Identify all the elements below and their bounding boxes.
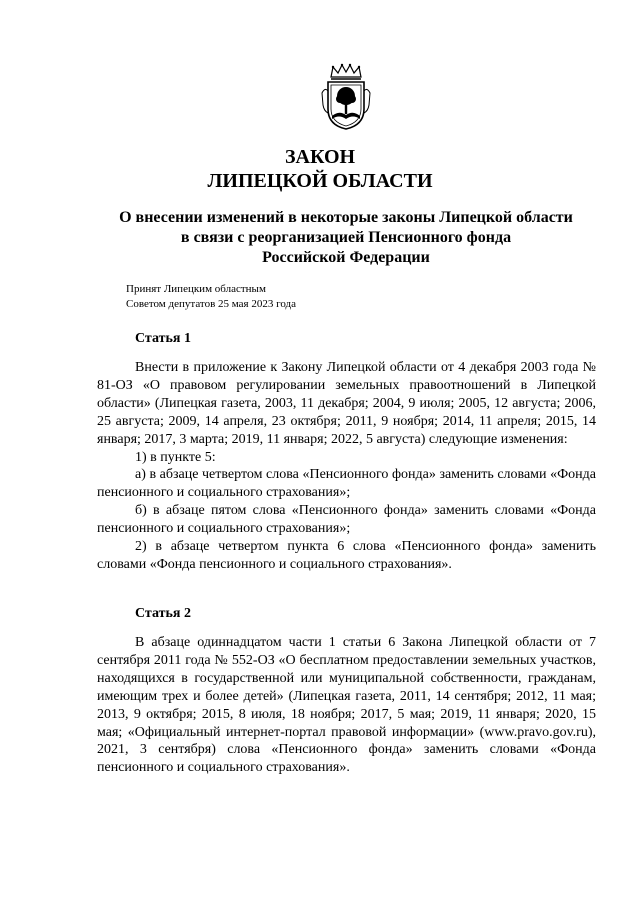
article-1-paragraph: 1) в пункте 5: — [135, 449, 216, 465]
lipetsk-oblast-coat-of-arms-icon — [319, 63, 373, 131]
adoption-note — [126, 282, 296, 312]
law-subject-line2: в связи с реорганизацией Пенсионного фонда — [180, 229, 512, 246]
article-1-body — [97, 359, 596, 574]
article-1-paragraph: б) в абзаце пятом слова «Пенсионного фонда» заменить словами «Фонда пенсионного и социального страхования»; — [97, 503, 596, 537]
law-title-line1: ЗАКОН — [284, 146, 356, 168]
article-1-paragraph: Внести в приложение к Закону Липецкой области от 4 декабря 2003 года № 81-ОЗ «О правовом регулировании земельных правоотношений в Липецкой области» (Липецкая газета, 2003, 11 декабря; 2004, 9 июля; 2005, 12 августа; 2006, 25 августа; 2009, 14 апреля, 23 октября; 2011, 9 ноября; 2014, 11 апреля; 2015, 14 января; 2017, 3 марта; 2019, 11 января; 2022, 5 августа) следующие изменения: — [97, 360, 596, 447]
law-subject-line1: О внесении изменений в некоторые законы Липецкой области — [119, 209, 573, 226]
article-2-heading: Статья 2 — [135, 606, 191, 621]
article-1-paragraph: а) в абзаце четвертом слова «Пенсионного фонда» заменить словами «Фонда пенсионного и социального страхования»; — [97, 467, 596, 501]
article-2-paragraph: В абзаце одиннадцатом части 1 статьи 6 Закона Липецкой области от 7 сентября 2011 года № 552-ОЗ «О бесплатном предоставлении земельных участков, находящихся в государственной или муниципальной собственности, гражданам, имеющим трех и более детей» (Липецкая газета, 2011, 14 сентября; 2012, 11 мая; 2013, 9 октября; 2015, 8 июля, 18 ноября; 2017, 5 мая; 2019, 11 января; 2020, 15 мая; «Официальный интернет-портал правовой информации» (www.pravo.gov.ru), 2021, 3 сентября) слова «Пенсионного фонда» заменить словами «Фонда пенсионного и социального страхования». — [97, 635, 596, 776]
article-2-body — [97, 634, 596, 777]
law-title-line2: ЛИПЕЦКОЙ ОБЛАСТИ — [207, 170, 433, 192]
adoption-note-line2: Советом депутатов 25 мая 2023 года — [126, 298, 297, 310]
law-subject-line3: Российской Федерации — [262, 249, 430, 266]
law-title — [0, 145, 640, 193]
article-1-heading: Статья 1 — [135, 331, 191, 346]
article-1-paragraph: 2) в абзаце четвертом пункта 6 слова «Пенсионного фонда» заменить словами «Фонда пенсионного и социального страхования». — [97, 539, 596, 572]
law-subject — [90, 208, 602, 268]
adoption-note-line1: Принят Липецким областным — [126, 283, 266, 295]
